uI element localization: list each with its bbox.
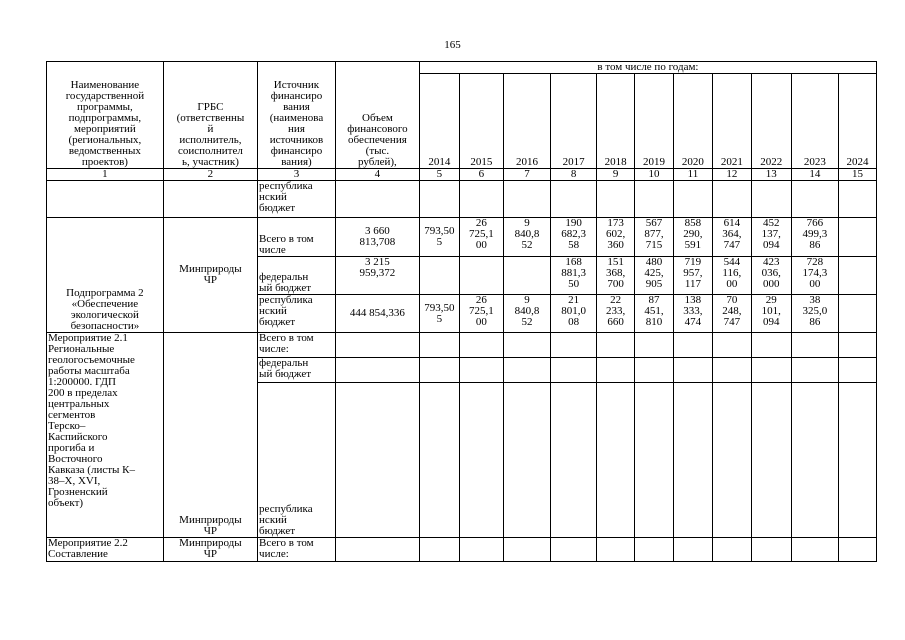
- column-number: 6: [459, 169, 503, 181]
- source-cell: федеральн ый бюджет: [258, 257, 336, 295]
- year-header: 2022: [751, 74, 791, 169]
- year-value: 21 801,0 08: [551, 295, 597, 333]
- measure-name: Мероприятие 2.2 Составление: [47, 538, 164, 562]
- column-number: 7: [503, 169, 550, 181]
- year-value: 858 290, 591: [673, 218, 712, 257]
- column-number: 5: [419, 169, 459, 181]
- year-value: 38 325,0 86: [791, 295, 838, 333]
- header-grbs: ГРБС (ответственны й исполнитель, соисполнител ь, участник): [163, 62, 257, 169]
- year-value: [503, 257, 550, 295]
- source-cell: федеральн ый бюджет: [258, 358, 336, 383]
- source-cell: Всего в том числе: [258, 218, 336, 257]
- header-name: Наименование государственной программы, подпрограммы, мероприятий (региональных, ведомственных проектов): [47, 62, 164, 169]
- year-header: 2018: [597, 74, 635, 169]
- table-row: [47, 333, 877, 358]
- column-number: 11: [673, 169, 712, 181]
- year-header: 2017: [551, 74, 597, 169]
- column-number: 3: [258, 169, 336, 181]
- year-value: 452 137, 094: [751, 218, 791, 257]
- table-row: [47, 181, 877, 218]
- source-cell: Всего в том числе:: [258, 333, 336, 358]
- column-number: 13: [751, 169, 791, 181]
- source-cell: республика нский бюджет: [258, 295, 336, 333]
- header-by-years: в том числе по годам:: [419, 62, 876, 74]
- year-value: [838, 295, 876, 333]
- year-value: [838, 257, 876, 295]
- year-value: [419, 257, 459, 295]
- year-value: 87 451, 810: [635, 295, 674, 333]
- year-value: 544 116, 00: [712, 257, 751, 295]
- measure-name: Мероприятие 2.1 Региональные геологосъемочные работы масштаба 1:200000. ГДП 200 в пределах центральных сегментов Терско– Каспийского прогиба и Восточного Кавказа (листы К– 38–X, XVI, Грозненский объект): [47, 333, 164, 538]
- financing-table: [46, 61, 877, 562]
- year-value: [838, 218, 876, 257]
- year-header: 2015: [459, 74, 503, 169]
- column-numbers-row: [47, 169, 877, 181]
- year-header: 2024: [838, 74, 876, 169]
- header-volume: Объем финансового обеспечения (тыс. рублей),: [335, 62, 419, 169]
- year-value: 168 881,3 50: [551, 257, 597, 295]
- table-row: [47, 218, 877, 257]
- column-number: 2: [163, 169, 257, 181]
- year-value: 793,50 5: [419, 218, 459, 257]
- year-value: 480 425, 905: [635, 257, 674, 295]
- year-value: 26 725,1 00: [459, 218, 503, 257]
- page-number: 165: [444, 39, 461, 51]
- measure-grbs: Минприроды ЧР: [163, 538, 257, 562]
- year-value: 22 233, 660: [597, 295, 635, 333]
- column-number: 14: [791, 169, 838, 181]
- year-header: 2019: [635, 74, 674, 169]
- volume-cell: 3 660 813,708: [335, 218, 419, 257]
- year-value: 614 364, 747: [712, 218, 751, 257]
- column-number: 4: [335, 169, 419, 181]
- year-value: 719 957, 117: [673, 257, 712, 295]
- year-value: 138 333, 474: [673, 295, 712, 333]
- year-value: 26 725,1 00: [459, 295, 503, 333]
- year-header: 2014: [419, 74, 459, 169]
- column-number: 10: [635, 169, 674, 181]
- year-value: 567 877, 715: [635, 218, 674, 257]
- volume-cell: 3 215 959,372: [335, 257, 419, 295]
- column-number: 8: [551, 169, 597, 181]
- year-value: 190 682,3 58: [551, 218, 597, 257]
- year-header: 2021: [712, 74, 751, 169]
- column-number: 15: [838, 169, 876, 181]
- year-value: 423 036, 000: [751, 257, 791, 295]
- year-value: [459, 257, 503, 295]
- subprogram-name: Подпрограмма 2 «Обеспечение экологической безопасности»: [47, 218, 164, 333]
- year-value: 29 101, 094: [751, 295, 791, 333]
- year-value: 793,50 5: [419, 295, 459, 333]
- source-cell: республика нский бюджет: [258, 181, 336, 218]
- year-header: 2023: [791, 74, 838, 169]
- source-cell: республика нский бюджет: [258, 383, 336, 538]
- year-value: 728 174,3 00: [791, 257, 838, 295]
- year-value: 9 840,8 52: [503, 295, 550, 333]
- column-number: 9: [597, 169, 635, 181]
- table-row: [47, 538, 877, 562]
- column-number: 12: [712, 169, 751, 181]
- column-number: 1: [47, 169, 164, 181]
- year-value: 173 602, 360: [597, 218, 635, 257]
- year-header: 2016: [503, 74, 550, 169]
- year-value: 766 499,3 86: [791, 218, 838, 257]
- year-value: 9 840,8 52: [503, 218, 550, 257]
- measure-grbs: Минприроды ЧР: [163, 333, 257, 538]
- year-header: 2020: [673, 74, 712, 169]
- year-value: 70 248, 747: [712, 295, 751, 333]
- source-cell: Всего в том числе:: [258, 538, 336, 562]
- subprogram-grbs: Минприроды ЧР: [163, 218, 257, 333]
- header-source: Источник финансиро вания (наименова ния источников финансиро вания): [258, 62, 336, 169]
- year-value: 151 368, 700: [597, 257, 635, 295]
- volume-cell: 444 854,336: [335, 295, 419, 333]
